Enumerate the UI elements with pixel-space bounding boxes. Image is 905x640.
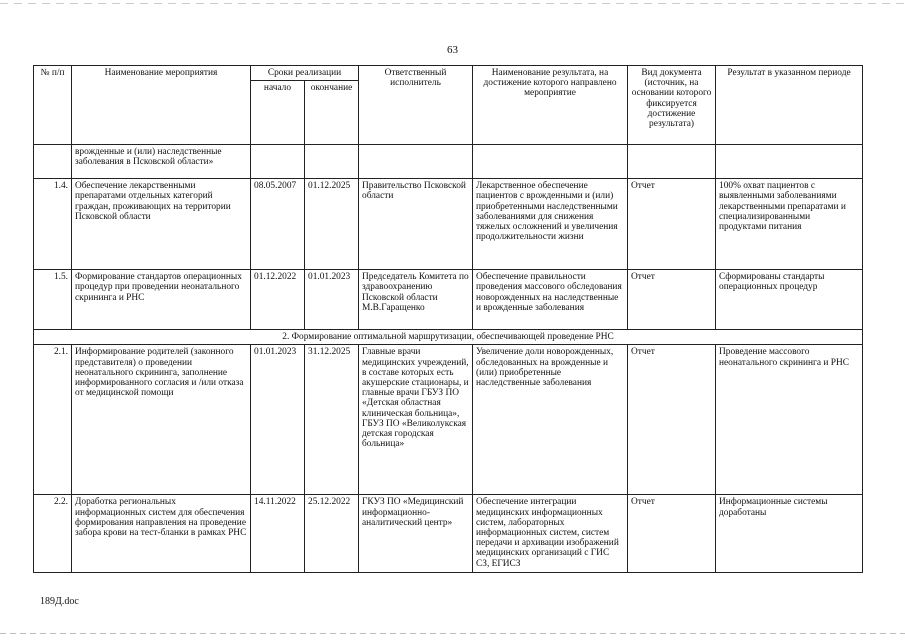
cell-num: 1.4.	[34, 179, 72, 270]
header-result: Результат в указанном периоде	[716, 66, 863, 145]
activities-table	[33, 65, 863, 573]
cell-end: 31.12.2025	[305, 345, 359, 495]
cell-num: 2.1.	[34, 345, 72, 495]
cell-doc-type: Отчет	[628, 270, 716, 330]
cell-name: Формирование стандартов операционных процедур при проведении неонатального скрининга и РНС	[72, 270, 251, 330]
header-name: Наименование мероприятия	[72, 66, 251, 145]
section-title: 2. Формирование оптимальной маршрутизации, обеспечивающей проведение РНС	[34, 330, 863, 345]
cell-start: 14.11.2022	[251, 495, 305, 573]
section-row	[34, 330, 863, 345]
header-result-name: Наименование результата, на достижение которого направлено мероприятие	[473, 66, 628, 145]
header-terms: Сроки реализации	[251, 66, 359, 81]
header-end: окончание	[305, 81, 359, 145]
header-num: № п/п	[34, 66, 72, 145]
cell-name: врожденные и (или) наследственные заболевания в Псковской области»	[72, 145, 251, 179]
scan-artifact-top	[0, 3, 905, 4]
file-name-footer: 189Д.doc	[40, 596, 79, 607]
cell-end: 25.12.2022	[305, 495, 359, 573]
cell-name: Доработка региональных информационных систем для обеспечения формирования направления на проведение забора крови на тест-бланки в рамках РНС	[72, 495, 251, 573]
cell-result-name: Лекарственное обеспечение пациентов с врожденными и (или) приобретенными наследственными заболеваниями для снижения тяжелых осложнений и увеличения продолжительности жизни	[473, 179, 628, 270]
cell-result: Сформированы стандарты операционных процедур	[716, 270, 863, 330]
cell-start: 01.12.2022	[251, 270, 305, 330]
cell-responsible: Правительство Псковской области	[359, 179, 473, 270]
cell-result: Проведение массового неонатального скрининга и РНС	[716, 345, 863, 495]
table-row	[34, 345, 863, 495]
cell-result-name: Обеспечение правильности проведения массового обследования новорожденных на наследственные и врожденные заболевания	[473, 270, 628, 330]
cell-responsible: Председатель Комитета по здравоохранению Псковской области М.В.Гаращенко	[359, 270, 473, 330]
cell-responsible: ГКУЗ ПО «Медицинский информационно-аналитический центр»	[359, 495, 473, 573]
cell-result: 100% охват пациентов с выявленными заболеваниями лекарственными препаратами и специализированными продуктами питания	[716, 179, 863, 270]
table-row	[34, 270, 863, 330]
table-row	[34, 179, 863, 270]
cell-result: Информационные системы доработаны	[716, 495, 863, 573]
cell-doc-type: Отчет	[628, 179, 716, 270]
header-start: начало	[251, 81, 305, 145]
cell-end: 01.01.2023	[305, 270, 359, 330]
cell-result-name: Обеспечение интеграции медицинских информационных систем, лабораторных информационных систем, систем передачи и архивации изображений медицинских организаций с ГИС СЗ, ЕГИСЗ	[473, 495, 628, 573]
header-doc-type: Вид документа (источник, на основании которого фиксируется достижение результата)	[628, 66, 716, 145]
table-row	[34, 495, 863, 573]
table-row	[34, 145, 863, 179]
cell-num: 1.5.	[34, 270, 72, 330]
cell-num: 2.2.	[34, 495, 72, 573]
cell-doc-type: Отчет	[628, 345, 716, 495]
cell-responsible: Главные врачи медицинских учреждений, в составе которых есть акушерские стационары, и главные врачи ГБУЗ ПО «Детская областная клиническая больница», ГБУЗ ПО «Великолукская детская городская больница»	[359, 345, 473, 495]
scan-artifact-bottom	[0, 633, 905, 634]
cell-end: 01.12.2025	[305, 179, 359, 270]
cell-name: Обеспечение лекарственными препаратами отдельных категорий граждан, проживающих на территории Псковской области	[72, 179, 251, 270]
cell-start: 01.01.2023	[251, 345, 305, 495]
cell-doc-type: Отчет	[628, 495, 716, 573]
cell-result-name: Увеличение доли новорожденных, обследованных на врожденные и (или) приобретенные наследственные заболевания	[473, 345, 628, 495]
page-number: 63	[447, 44, 458, 56]
cell-start: 08.05.2007	[251, 179, 305, 270]
header-responsible: Ответственный исполнитель	[359, 66, 473, 145]
cell-name: Информирование родителей (законного представителя) о проведении неонатального скрининга, заполнение информированного согласия и /или отказа от медицинской помощи	[72, 345, 251, 495]
